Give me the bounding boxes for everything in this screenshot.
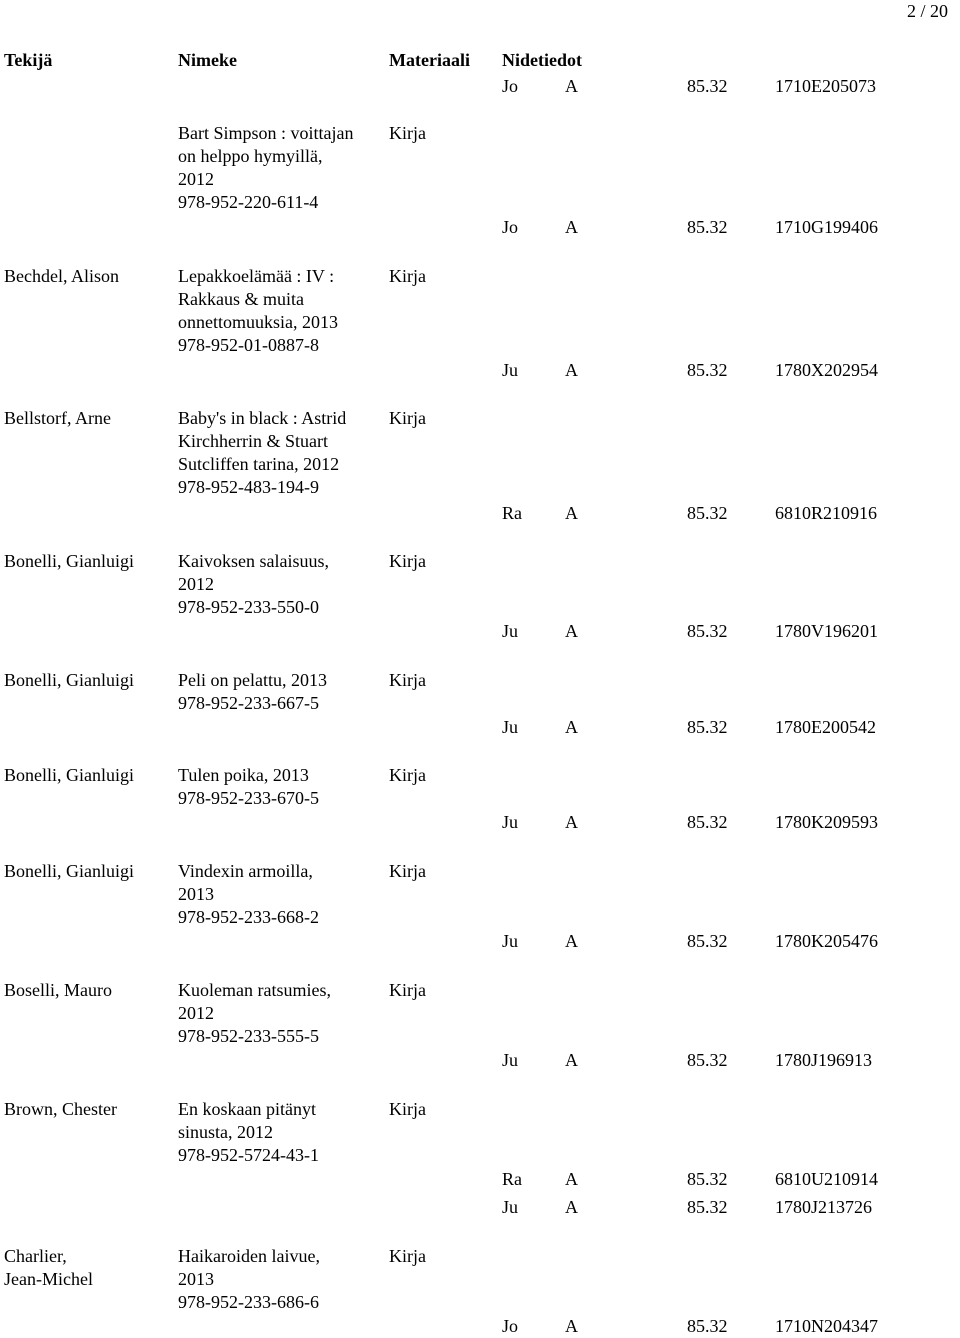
holding-branch: Ju — [502, 812, 519, 832]
holding-class: 85.32 — [687, 503, 728, 523]
record-title-line: Vindexin armoilla, — [178, 861, 313, 881]
record-title-line: Rakkaus & muita — [178, 289, 304, 309]
header-title: Nimeke — [178, 50, 237, 70]
record-title-line: Kirchherrin & Stuart — [178, 431, 328, 451]
holding-branch: Jo — [502, 76, 519, 96]
record-title-line: En koskaan pitänyt — [178, 1099, 316, 1119]
holding-barcode: 6810R210916 — [775, 503, 878, 523]
record-title-line: 978-952-233-550-0 — [178, 597, 319, 617]
record-title-line: on helppo hymyillä, — [178, 146, 323, 166]
record-title-line: sinusta, 2012 — [178, 1122, 274, 1142]
record-author: Charlier, — [4, 1246, 67, 1266]
holding-section: A — [565, 217, 578, 237]
holding-barcode: 1710E205073 — [775, 76, 876, 96]
holding-class: 85.32 — [687, 621, 728, 641]
record-material: Kirja — [389, 408, 426, 428]
record-author: Bonelli, Gianluigi — [4, 765, 134, 785]
record-title-line: 978-952-233-667-5 — [178, 693, 319, 713]
record-author: Bonelli, Gianluigi — [4, 551, 134, 571]
record-material: Kirja — [389, 551, 426, 571]
holding-class: 85.32 — [687, 360, 728, 380]
holding-section: A — [565, 1050, 578, 1070]
header-holdings: Nidetiedot — [502, 50, 582, 70]
holding-class: 85.32 — [687, 812, 728, 832]
holding-branch: Ju — [502, 621, 519, 641]
holding-barcode: 1710G199406 — [775, 217, 878, 237]
holding-barcode: 6810U210914 — [775, 1169, 878, 1189]
holding-class: 85.32 — [687, 217, 728, 237]
record-author: Bonelli, Gianluigi — [4, 670, 134, 690]
record-material: Kirja — [389, 123, 426, 143]
record-title-line: Bart Simpson : voittajan — [178, 123, 354, 143]
holding-section: A — [565, 812, 578, 832]
holding-branch: Ju — [502, 360, 519, 380]
record-title-line: Sutcliffen tarina, 2012 — [178, 454, 340, 474]
record-author: Bonelli, Gianluigi — [4, 861, 134, 881]
holding-section: A — [565, 1316, 578, 1336]
holding-section: A — [565, 1197, 578, 1217]
record-title-line: 2012 — [178, 1003, 214, 1023]
record-title-line: Haikaroiden laivue, — [178, 1246, 320, 1266]
holding-section: A — [565, 931, 578, 951]
holding-barcode: 1780K209593 — [775, 812, 878, 832]
holding-branch: Ju — [502, 717, 519, 737]
record-material: Kirja — [389, 1099, 426, 1119]
record-author: Boselli, Mauro — [4, 980, 112, 1000]
holding-section: A — [565, 717, 578, 737]
holding-class: 85.32 — [687, 1197, 728, 1217]
page-number: 2 / 20 — [906, 1, 948, 21]
record-author: Bellstorf, Arne — [4, 408, 111, 428]
record-title-line: onnettomuuksia, 2013 — [178, 312, 338, 332]
header-material: Materiaali — [389, 50, 470, 70]
record-title-line: Kaivoksen salaisuus, — [178, 551, 329, 571]
holding-branch: Ju — [502, 1197, 519, 1217]
holding-branch: Ju — [502, 1050, 519, 1070]
holding-barcode: 1780X202954 — [775, 360, 878, 380]
holding-class: 85.32 — [687, 717, 728, 737]
holding-section: A — [565, 76, 578, 96]
record-author: Jean-Michel — [4, 1269, 93, 1289]
record-author: Bechdel, Alison — [4, 266, 119, 286]
record-title-line: Baby's in black : Astrid — [178, 408, 347, 428]
holding-barcode: 1780J196913 — [775, 1050, 873, 1070]
holding-section: A — [565, 1169, 578, 1189]
record-title-line: 978-952-5724-43-1 — [178, 1145, 319, 1165]
record-author: Brown, Chester — [4, 1099, 117, 1119]
record-title-line: Peli on pelattu, 2013 — [178, 670, 327, 690]
record-title-line: 978-952-483-194-9 — [178, 477, 319, 497]
record-material: Kirja — [389, 670, 426, 690]
record-material: Kirja — [389, 765, 426, 785]
holding-branch: Ra — [502, 1169, 522, 1189]
holding-section: A — [565, 503, 578, 523]
holding-barcode: 1780V196201 — [775, 621, 878, 641]
holding-branch: Jo — [502, 1316, 519, 1336]
holding-barcode: 1780E200542 — [775, 717, 876, 737]
holding-class: 85.32 — [687, 931, 728, 951]
record-material: Kirja — [389, 980, 426, 1000]
holding-class: 85.32 — [687, 76, 728, 96]
holding-section: A — [565, 360, 578, 380]
record-material: Kirja — [389, 266, 426, 286]
record-title-line: 978-952-233-668-2 — [178, 907, 319, 927]
record-title-line: 2013 — [178, 884, 214, 904]
holding-barcode: 1710N204347 — [775, 1316, 878, 1336]
holding-class: 85.32 — [687, 1316, 728, 1336]
holding-class: 85.32 — [687, 1169, 728, 1189]
holding-branch: Ra — [502, 503, 522, 523]
holding-barcode: 1780K205476 — [775, 931, 878, 951]
record-title-line: Kuoleman ratsumies, — [178, 980, 331, 1000]
holding-section: A — [565, 621, 578, 641]
record-title-line: Tulen poika, 2013 — [178, 765, 309, 785]
record-material: Kirja — [389, 1246, 426, 1266]
header-author: Tekijä — [4, 50, 53, 70]
record-title-line: 2012 — [178, 169, 214, 189]
holding-branch: Ju — [502, 931, 519, 951]
record-title-line: 978-952-233-670-5 — [178, 788, 319, 808]
record-title-line: 978-952-233-555-5 — [178, 1026, 319, 1046]
record-title-line: 978-952-01-0887-8 — [178, 335, 319, 355]
holding-class: 85.32 — [687, 1050, 728, 1070]
record-title-line: 2012 — [178, 574, 214, 594]
record-title-line: 2013 — [178, 1269, 214, 1289]
record-title-line: Lepakkoelämää : IV : — [178, 266, 335, 286]
record-material: Kirja — [389, 861, 426, 881]
record-title-line: 978-952-220-611-4 — [178, 192, 319, 212]
holding-barcode: 1780J213726 — [775, 1197, 873, 1217]
record-title-line: 978-952-233-686-6 — [178, 1292, 319, 1312]
holding-branch: Jo — [502, 217, 519, 237]
